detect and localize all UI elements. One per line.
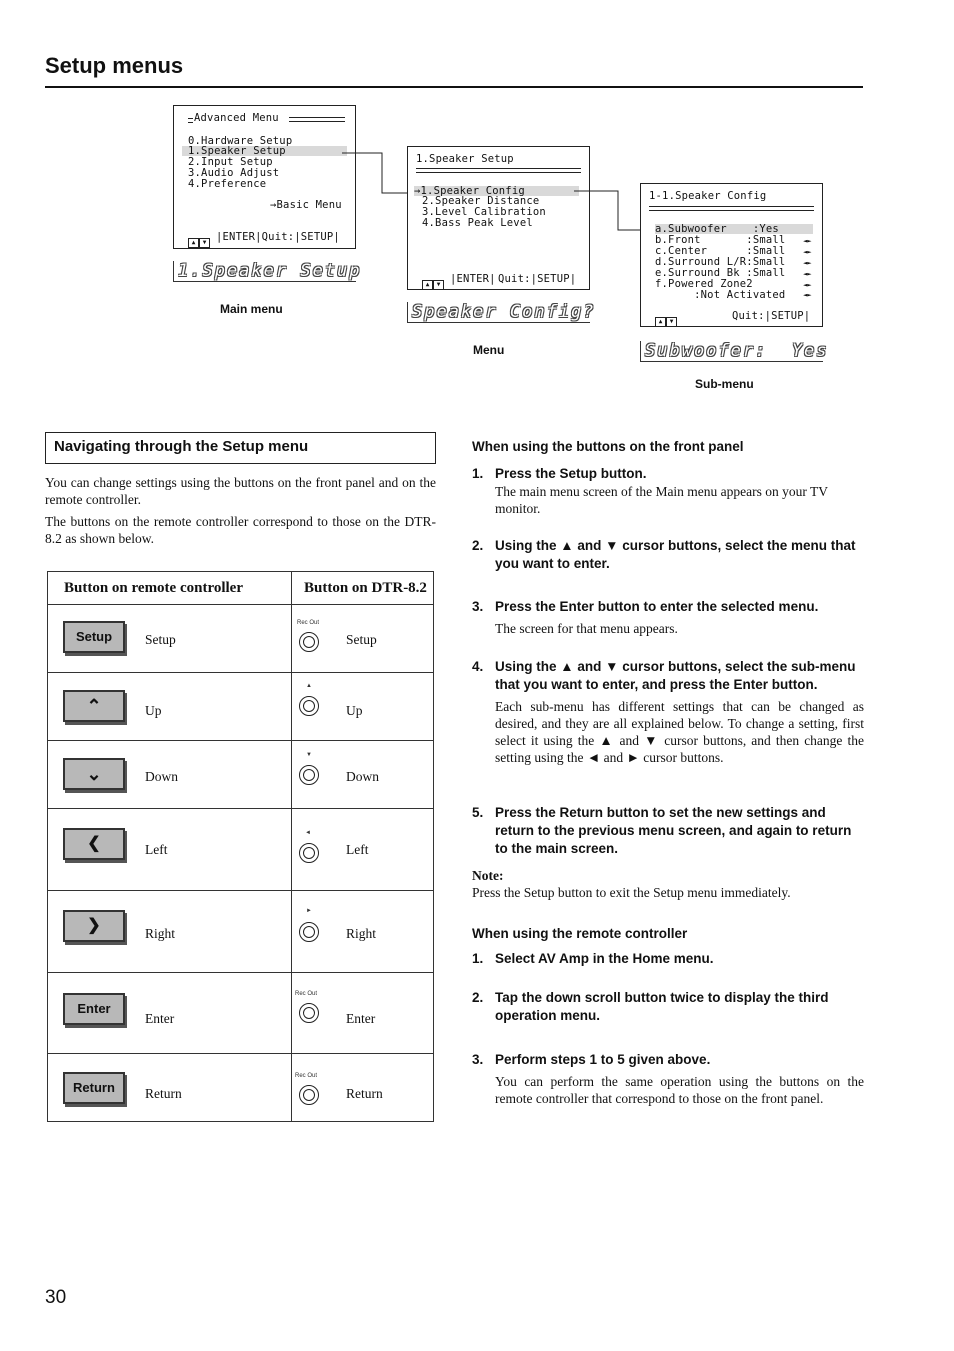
leftright-keys-icon: ◄► ◄► ◄► ◄► ◄►: [803, 237, 812, 289]
panel-button-label: Return: [346, 1086, 383, 1101]
right-arrow-icon: ❯: [63, 910, 125, 942]
panel-button-label: Enter: [346, 1011, 376, 1026]
panel-knob-icon: [299, 843, 319, 863]
menu-item: 1.Speaker Setup: [188, 145, 286, 157]
menu-item: 3.Level Calibration: [422, 206, 546, 218]
menu-item: 0.Hardware Setup: [188, 135, 293, 147]
intro-paragraph: You can change settings using the buttons on the front panel and on the remote controller.: [45, 475, 436, 507]
title-double-rule: [289, 117, 345, 122]
remote-button-label: Enter: [145, 1011, 175, 1026]
updown-keys-icon: ▲ ▼: [655, 311, 677, 330]
step-number: 2.: [472, 538, 484, 553]
menu-footer: Quit:|SETUP|: [498, 273, 577, 285]
front-panel-heading: When using the buttons on the front panel: [472, 439, 744, 454]
lcd-display: 1.Speaker Setup: [173, 261, 356, 282]
menu-footer: Quit:|SETUP|: [732, 310, 811, 322]
right-mark-icon: ►: [306, 908, 312, 914]
step-number: 2.: [472, 990, 484, 1005]
panel-button-label: Left: [346, 842, 369, 857]
title-rule: [45, 86, 863, 88]
step-heading: Press the Return button to set the new settings and return to the previous menu screen, and again to return to the main screen.: [495, 805, 852, 856]
step-number: 3.: [472, 1052, 484, 1067]
speaker-setup-screen: [407, 146, 590, 290]
menu-item: 2.Speaker Distance: [422, 195, 540, 207]
panel-knob-icon: [299, 922, 319, 942]
note-label: Note:: [472, 868, 504, 883]
remote-button-label: Right: [145, 926, 176, 941]
step-heading: Select AV Amp in the Home menu.: [495, 951, 714, 966]
menu-item: 4.Preference: [188, 178, 267, 190]
remote-button-label: Up: [145, 703, 162, 718]
remote-step-1: [472, 950, 864, 968]
menu-footer: |ENTER|: [450, 273, 496, 285]
remote-step-2: [472, 989, 864, 1025]
lcd-display: Subwoofer: Yes: [640, 341, 823, 362]
updown-keys-icon: ▲ ▼: [188, 232, 210, 251]
column-header: Button on remote controller: [48, 572, 292, 605]
step-heading: Using the ▲ and ▼ cursor buttons, select the menu that you want to enter.: [495, 538, 856, 571]
setting-item: d.Surround L/R:Small: [655, 256, 786, 268]
return-remote-key: Return: [63, 1072, 125, 1104]
step-body: You can perform the same operation using the buttons on the remote controller that correspond to those on the front panel.: [495, 1074, 864, 1106]
panel-button-label: Setup: [346, 632, 377, 647]
rec-out-label: Rec Out: [297, 620, 320, 626]
step-2: [472, 537, 864, 573]
panel-knob-icon: [299, 696, 319, 716]
step-body: Each sub-menu has different settings that can be changed as desired, and they are all explained below. To change a setting, first select it using the ▲ and ▼ cursor buttons, and then change the setting using the ◄ and ► cursor buttons.: [495, 699, 864, 765]
diagram-caption: Menu: [473, 343, 505, 357]
leftright-keys-icon: ◄►: [803, 291, 812, 299]
step-body: The screen for that menu appears.: [495, 621, 678, 636]
setting-item: e.Surround Bk :Small: [655, 267, 786, 279]
column-header: Button on DTR-8.2: [292, 572, 434, 605]
setting-item: a.Subwoofer :Yes: [655, 223, 779, 235]
panel-knob-icon: [299, 1003, 319, 1023]
left-mark-icon: ◄: [305, 830, 311, 836]
step-number: 1.: [472, 466, 484, 481]
remote-button-label: Return: [145, 1086, 182, 1101]
remote-step-3: [472, 1051, 864, 1107]
setting-item: b.Front :Small: [655, 234, 786, 246]
menu-title: 1.Speaker Setup: [416, 153, 514, 165]
step-number: 4.: [472, 659, 484, 674]
remote-button-label: Down: [145, 769, 178, 784]
step-number: 3.: [472, 599, 484, 614]
remote-button-label: Setup: [145, 632, 176, 647]
menu-item: 2.Input Setup: [188, 156, 273, 168]
panel-knob-icon: [299, 632, 319, 652]
note-body: Press the Setup button to exit the Setup menu immediately.: [472, 885, 791, 900]
updown-keys-icon: ▲ ▼: [422, 274, 444, 293]
menu-footer: |ENTER|Quit:|SETUP|: [216, 231, 340, 243]
panel-button-label: Up: [346, 703, 363, 718]
setting-item: c.Center :Small: [655, 245, 786, 257]
menu-item: 3.Audio Adjust: [188, 167, 280, 179]
up-arrow-icon: ⌃: [63, 690, 125, 722]
page-number: 30: [45, 1287, 67, 1308]
menu-title: 1-1.Speaker Config: [649, 190, 767, 202]
speaker-config-screen: [640, 183, 823, 327]
remote-button-label: Left: [145, 842, 168, 857]
menu-title-marker: [188, 118, 193, 123]
step-number: 5.: [472, 805, 484, 820]
step-body: The main menu screen of the Main menu appears on your TV monitor.: [495, 484, 828, 516]
rec-out-label: Rec Out: [295, 991, 318, 997]
step-number: 1.: [472, 951, 484, 966]
left-arrow-icon: ❮: [63, 828, 125, 860]
enter-remote-key: Enter: [63, 993, 125, 1025]
setup-remote-key: Setup: [63, 621, 125, 653]
step-heading: Perform steps 1 to 5 given above.: [495, 1052, 711, 1067]
main-menu-screen: [173, 105, 356, 249]
step-heading: Press the Setup button.: [495, 466, 647, 481]
step-3: [472, 598, 864, 637]
step-heading: Tap the down scroll button twice to display the third operation menu.: [495, 990, 829, 1023]
step-4: [472, 658, 864, 766]
title-double-rule: [649, 206, 814, 211]
lcd-display: Speaker Config?: [407, 302, 590, 323]
panel-knob-icon: [299, 1085, 319, 1105]
down-mark-icon: ▼: [306, 752, 312, 758]
step-1: [472, 465, 864, 517]
setting-item: :Not Activated: [655, 289, 786, 301]
step-heading: Press the Enter button to enter the selected menu.: [495, 599, 819, 614]
title-double-rule: [416, 168, 581, 173]
remote-heading: When using the remote controller: [472, 926, 688, 941]
page-title: Setup menus: [45, 53, 184, 78]
down-arrow-icon: ⌄: [63, 758, 125, 790]
up-mark-icon: ▲: [306, 683, 312, 689]
menu-item: →1.Speaker Config: [414, 185, 525, 197]
panel-knob-icon: [299, 765, 319, 785]
step-5: [472, 804, 864, 858]
panel-button-label: Right: [346, 926, 377, 941]
rec-out-label: Rec Out: [295, 1073, 318, 1079]
main-menu-title: Advanced Menu: [194, 112, 279, 124]
step-heading: Using the ▲ and ▼ cursor buttons, select the sub-menu that you want to enter, and press the Enter button.: [495, 659, 856, 692]
menu-item: 4.Bass Peak Level: [422, 217, 533, 229]
panel-button-label: Down: [346, 769, 379, 784]
setting-item: f.Powered Zone2: [655, 278, 753, 290]
diagram-caption: Sub-menu: [695, 377, 754, 391]
intro-paragraph: The buttons on the remote controller correspond to those on the DTR-8.2 as shown below.: [45, 514, 436, 546]
basic-menu-link: →Basic Menu: [270, 199, 342, 211]
diagram-caption: Main menu: [220, 302, 283, 316]
section-heading: Navigating through the Setup menu: [54, 438, 309, 455]
